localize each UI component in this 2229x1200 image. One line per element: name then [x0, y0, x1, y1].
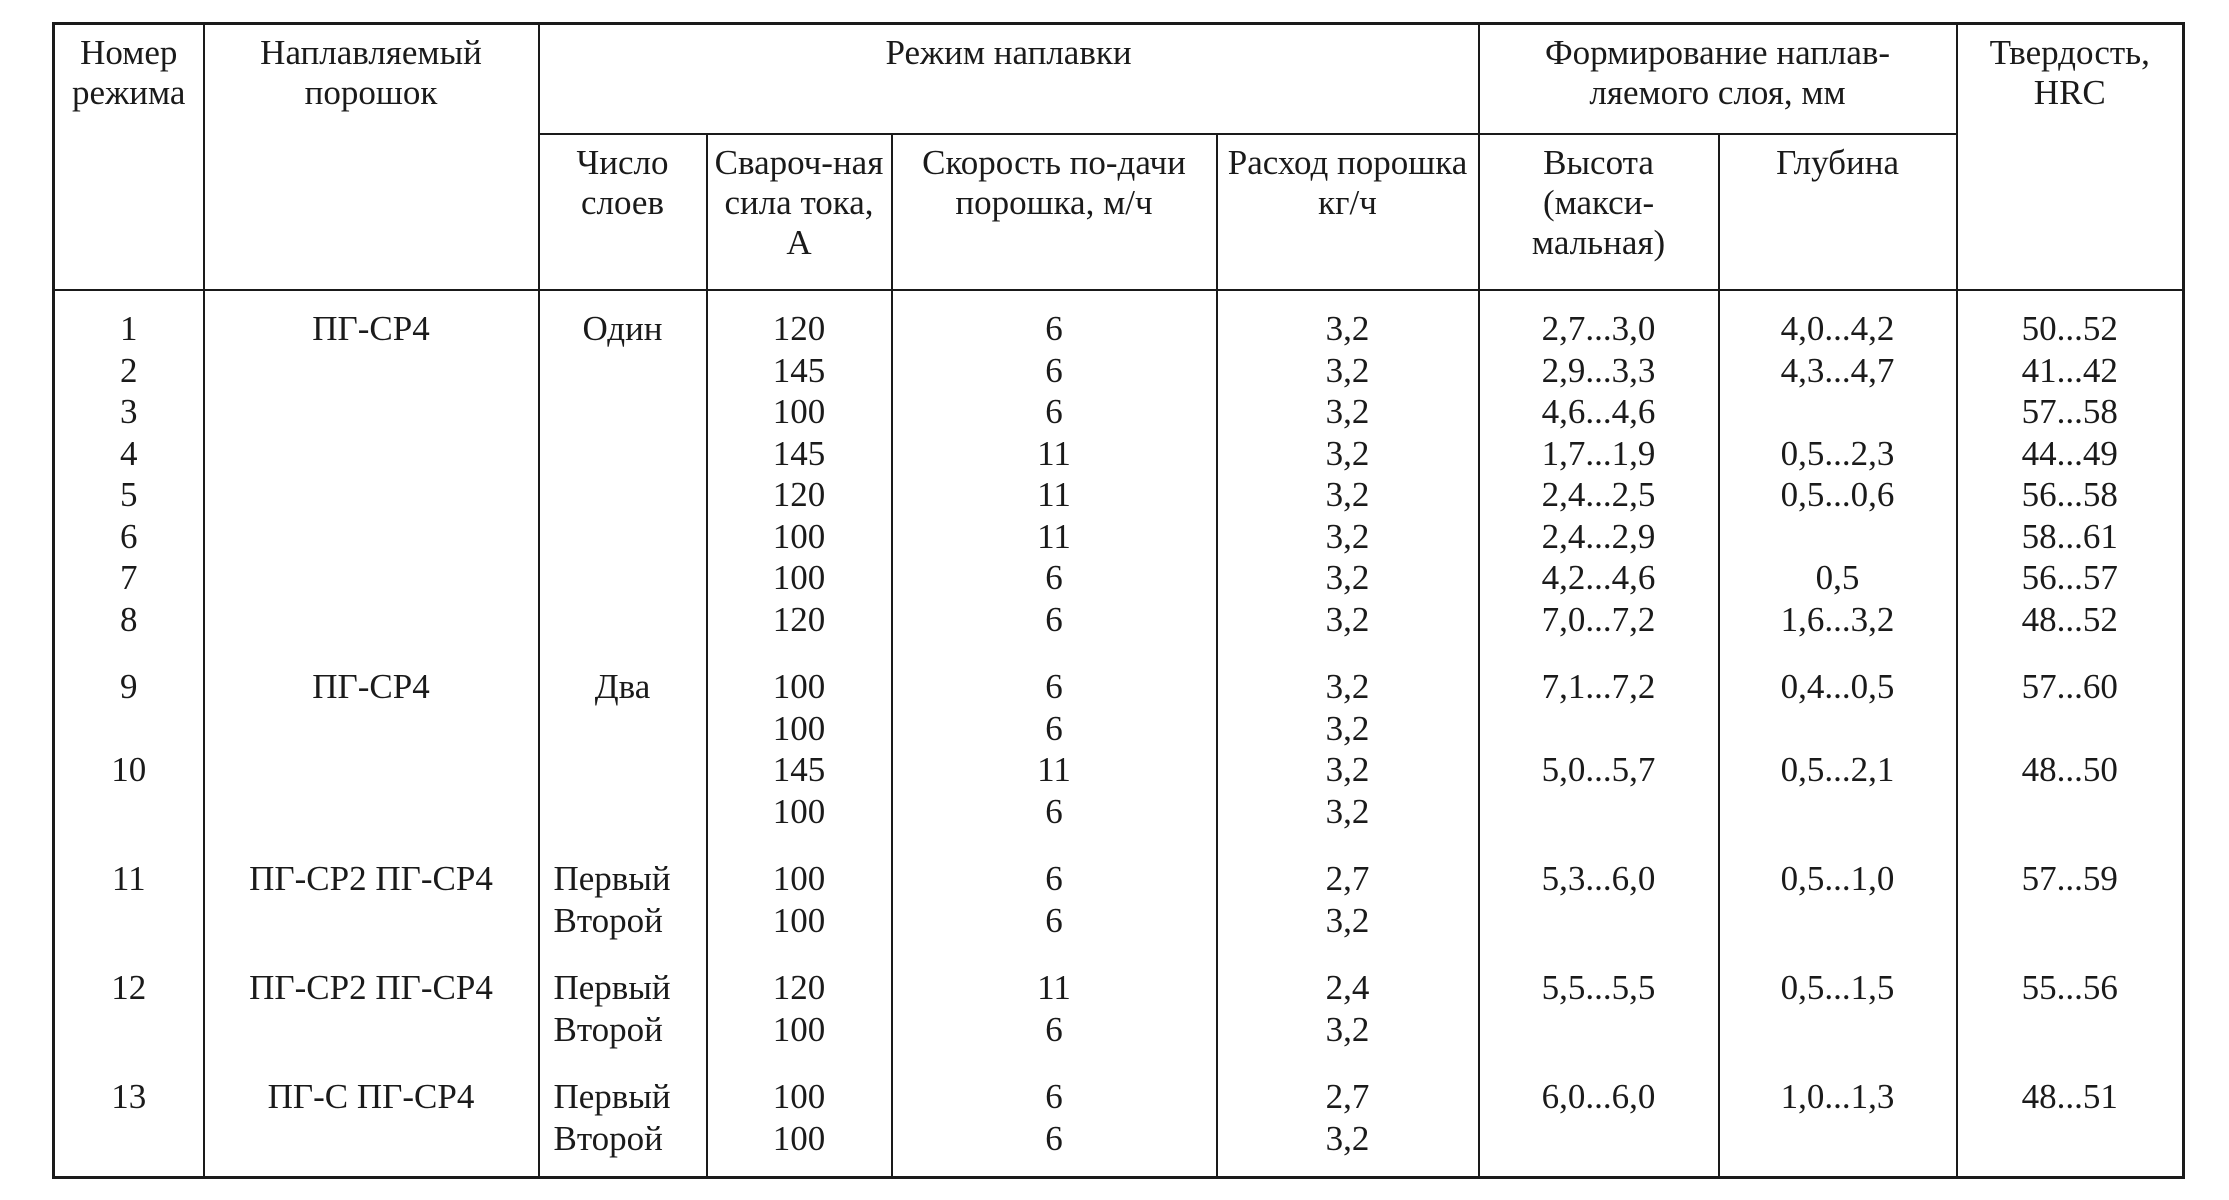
cell-hardness-line — [1964, 792, 2177, 834]
cell-feed-speed-line: 6 — [1045, 900, 1063, 940]
cell-feed-speed-line: 6 — [1045, 1118, 1063, 1158]
header-regime-group: Режим наплавки — [539, 24, 1479, 135]
header-height: Высота (макси-мальная) — [1479, 134, 1719, 290]
cell-current-line: 100 — [772, 900, 826, 940]
cell-height — [1479, 290, 1719, 667]
cell-hardness-line: 48...51 — [2021, 1077, 2118, 1116]
cell-consumption — [1217, 290, 1479, 667]
cell-current-line: 120 — [772, 475, 826, 514]
cell-current — [707, 1077, 892, 1178]
cell-depth-line: 4,3...4,7 — [1780, 350, 1895, 390]
cell-mode-number-line: 1 — [120, 309, 138, 348]
cell-powder-text: ПГ-СР4 — [312, 309, 430, 348]
cell-feed-speed-line: 6 — [1045, 791, 1063, 831]
cell-current-line: 100 — [772, 1009, 826, 1049]
cell-feed-speed-line: 6 — [1045, 667, 1063, 706]
cell-layers-count — [539, 968, 707, 1077]
cell-current-line: 145 — [772, 433, 826, 473]
cell-layers-count — [539, 859, 707, 968]
cell-mode-number-line: 9 — [120, 667, 138, 706]
cell-consumption-line: 3,2 — [1325, 392, 1370, 431]
cell-depth — [1719, 667, 1957, 859]
cell-current-line: 100 — [772, 859, 826, 898]
cell-consumption-line: 2,7 — [1325, 859, 1370, 898]
cell-powder-text: ПГ-СР2 ПГ-СР4 — [249, 859, 493, 898]
cell-hardness-line: 55...56 — [2021, 968, 2118, 1007]
cell-mode-number-line — [61, 709, 197, 751]
cell-feed-speed-line: 11 — [1037, 475, 1071, 514]
cell-height-line: 2,7...3,0 — [1541, 309, 1656, 348]
cell-mode-number — [54, 1077, 204, 1178]
cell-height-line: 5,5...5,5 — [1541, 968, 1656, 1007]
cell-powder-text: ПГ-СР4 — [312, 667, 430, 706]
cell-height-line: 5,3...6,0 — [1541, 859, 1656, 898]
cell-mode-number — [54, 667, 204, 859]
cell-depth — [1719, 859, 1957, 968]
cell-powder-text: ПГ-СР2 ПГ-СР4 — [249, 968, 493, 1007]
cell-current-line: 120 — [772, 599, 826, 639]
cell-layers-count-line: Второй — [553, 1118, 663, 1158]
table-row — [54, 1077, 2184, 1178]
cell-height-line: 2,4...2,5 — [1541, 475, 1656, 514]
cell-hardness-line: 41...42 — [2021, 350, 2118, 390]
cell-depth-line — [1726, 517, 1950, 559]
cell-consumption-line: 3,2 — [1325, 309, 1370, 348]
cell-current-line: 100 — [772, 667, 826, 706]
cell-mode-number-line: 4 — [120, 433, 138, 473]
cell-mode-number-line: 10 — [111, 750, 147, 789]
cell-current — [707, 667, 892, 859]
cell-height — [1479, 1077, 1719, 1178]
cell-depth-line — [1726, 792, 1950, 834]
cell-depth — [1719, 290, 1957, 667]
cell-hardness-line: 44...49 — [2021, 433, 2118, 473]
cell-current-line: 100 — [772, 516, 826, 556]
cell-feed-speed-line: 6 — [1045, 599, 1063, 639]
header-current: Свароч-ная сила тока, А — [707, 134, 892, 290]
cell-current-line: 100 — [772, 1077, 826, 1116]
cell-hardness-line — [1964, 709, 2177, 751]
cell-hardness — [1957, 667, 2184, 859]
cell-height-line: 5,0...5,7 — [1541, 750, 1656, 789]
cell-hardness-line: 48...52 — [2021, 599, 2118, 639]
cell-height-line — [1486, 792, 1712, 834]
cell-feed-speed-line: 6 — [1045, 558, 1063, 597]
cell-depth-line: 0,5...0,6 — [1780, 475, 1895, 514]
cell-consumption-line: 3,2 — [1325, 667, 1370, 706]
cell-current — [707, 859, 892, 968]
cell-mode-number-line: 5 — [120, 475, 138, 514]
cell-feed-speed — [892, 290, 1217, 667]
cell-consumption-line: 3,2 — [1325, 791, 1370, 831]
cell-height-line: 2,4...2,9 — [1541, 516, 1656, 556]
cell-powder — [204, 290, 539, 667]
cell-mode-number-line: 12 — [111, 968, 147, 1007]
header-mode-number: Номер режима — [54, 24, 204, 291]
cell-mode-number — [54, 968, 204, 1077]
cell-feed-speed-line: 11 — [1037, 433, 1071, 473]
cell-hardness — [1957, 1077, 2184, 1178]
cell-layers-count-line: Первый — [553, 859, 671, 898]
cell-feed-speed — [892, 968, 1217, 1077]
cell-layers-count-line: Первый — [553, 968, 671, 1007]
cell-consumption-line: 3,2 — [1325, 900, 1370, 940]
cell-mode-number-line: 8 — [120, 599, 138, 639]
cell-depth-line: 0,5...2,3 — [1780, 433, 1895, 473]
header-layers-count: Число слоев — [539, 134, 707, 290]
table-row — [54, 667, 2184, 859]
cell-height-line — [1486, 709, 1712, 751]
cell-current-line: 145 — [772, 350, 826, 390]
cell-consumption-line: 3,2 — [1325, 558, 1370, 597]
cell-consumption — [1217, 859, 1479, 968]
cell-hardness-line: 57...58 — [2021, 392, 2118, 431]
cell-depth — [1719, 1077, 1957, 1178]
cell-consumption-line: 3,2 — [1325, 433, 1370, 473]
surfacing-modes-table — [52, 22, 2185, 1179]
cell-current — [707, 290, 892, 667]
cell-hardness-line: 57...59 — [2021, 859, 2118, 898]
cell-consumption — [1217, 667, 1479, 859]
cell-layers-count-line: Первый — [553, 1077, 671, 1116]
cell-hardness — [1957, 290, 2184, 667]
cell-layers-count-line: Два — [594, 667, 651, 706]
header-powder: Наплавляемый порошок — [204, 24, 539, 291]
cell-powder-text: ПГ-С ПГ-СР4 — [267, 1077, 475, 1116]
cell-current-line: 100 — [772, 558, 826, 597]
cell-current-line: 100 — [772, 708, 826, 748]
cell-consumption-line: 3,2 — [1325, 350, 1370, 390]
cell-current — [707, 968, 892, 1077]
cell-powder — [204, 968, 539, 1077]
cell-height-line: 4,6...4,6 — [1541, 392, 1656, 431]
cell-current-line: 100 — [772, 392, 826, 431]
cell-height-line: 1,7...1,9 — [1541, 433, 1656, 473]
cell-layers-count-line: Один — [582, 309, 663, 348]
cell-feed-speed-line: 6 — [1045, 350, 1063, 390]
cell-depth-line: 1,6...3,2 — [1780, 599, 1895, 639]
cell-consumption — [1217, 968, 1479, 1077]
header-feed-speed: Скорость по-дачи порошка, м/ч — [892, 134, 1217, 290]
cell-feed-speed-line: 6 — [1045, 309, 1063, 348]
table-header — [54, 24, 2184, 291]
cell-depth-line — [1726, 392, 1950, 434]
cell-height — [1479, 968, 1719, 1077]
cell-feed-speed-line: 6 — [1045, 1077, 1063, 1116]
cell-hardness-line: 50...52 — [2021, 309, 2118, 348]
cell-height-line: 7,1...7,2 — [1541, 667, 1656, 706]
cell-consumption-line: 2,7 — [1325, 1077, 1370, 1116]
cell-depth-line: 0,5...2,1 — [1780, 750, 1895, 789]
cell-current-line: 120 — [772, 309, 826, 348]
cell-powder — [204, 1077, 539, 1178]
cell-feed-speed-line: 6 — [1045, 859, 1063, 898]
cell-layers-count-line: Второй — [553, 900, 663, 940]
cell-layers-count-line: Второй — [553, 1009, 663, 1049]
cell-current-line: 145 — [772, 750, 826, 789]
cell-feed-speed-line: 11 — [1037, 516, 1071, 556]
cell-hardness-line: 56...58 — [2021, 475, 2118, 514]
header-layer-group: Формирование наплав-ляемого слоя, мм — [1479, 24, 1957, 135]
cell-mode-number-line: 7 — [120, 558, 138, 597]
table-row — [54, 968, 2184, 1077]
cell-feed-speed-line: 6 — [1045, 708, 1063, 748]
cell-depth-line — [1726, 709, 1950, 751]
cell-consumption-line: 3,2 — [1325, 475, 1370, 514]
cell-mode-number-line — [61, 792, 197, 834]
cell-feed-speed — [892, 1077, 1217, 1178]
header-consumption: Расход порошка кг/ч — [1217, 134, 1479, 290]
cell-layers-count — [539, 1077, 707, 1178]
cell-feed-speed — [892, 859, 1217, 968]
table-row — [54, 290, 2184, 667]
cell-depth-line: 0,5...1,5 — [1780, 968, 1895, 1007]
cell-height-line: 7,0...7,2 — [1541, 599, 1656, 639]
cell-powder — [204, 859, 539, 968]
cell-hardness-line: 56...57 — [2021, 558, 2118, 597]
cell-height — [1479, 667, 1719, 859]
cell-hardness — [1957, 968, 2184, 1077]
cell-consumption-line: 3,2 — [1325, 1118, 1370, 1158]
cell-current-line: 100 — [772, 791, 826, 831]
cell-depth-line: 1,0...1,3 — [1780, 1077, 1895, 1116]
cell-powder — [204, 667, 539, 859]
cell-current-line: 120 — [772, 968, 826, 1007]
cell-layers-count — [539, 667, 707, 859]
cell-mode-number-line: 6 — [120, 516, 138, 556]
cell-layers-count — [539, 290, 707, 667]
cell-hardness-line: 58...61 — [2021, 516, 2118, 556]
cell-height — [1479, 859, 1719, 968]
table-body — [54, 290, 2184, 1178]
cell-consumption-line: 3,2 — [1325, 750, 1370, 789]
cell-feed-speed-line: 6 — [1045, 392, 1063, 431]
cell-height-line: 2,9...3,3 — [1541, 350, 1656, 390]
cell-depth — [1719, 968, 1957, 1077]
cell-depth-line: 0,5...1,0 — [1780, 859, 1895, 898]
cell-hardness-line: 48...50 — [2021, 750, 2118, 789]
cell-feed-speed-line: 11 — [1037, 750, 1071, 789]
cell-depth-line: 0,4...0,5 — [1780, 667, 1895, 706]
cell-hardness — [1957, 859, 2184, 968]
cell-feed-speed — [892, 667, 1217, 859]
cell-consumption — [1217, 1077, 1479, 1178]
cell-consumption-line: 3,2 — [1325, 516, 1370, 556]
cell-mode-number — [54, 859, 204, 968]
cell-mode-number — [54, 290, 204, 667]
cell-consumption-line: 3,2 — [1325, 1009, 1370, 1049]
cell-feed-speed-line: 6 — [1045, 1009, 1063, 1049]
cell-current-line: 100 — [772, 1118, 826, 1158]
cell-consumption-line: 3,2 — [1325, 599, 1370, 639]
cell-feed-speed-line: 11 — [1037, 968, 1071, 1007]
cell-depth-line: 4,0...4,2 — [1780, 309, 1895, 348]
header-hardness: Твердость, HRC — [1957, 24, 2184, 291]
cell-mode-number-line: 11 — [111, 859, 146, 898]
cell-mode-number-line: 3 — [120, 392, 138, 431]
cell-depth-line: 0,5 — [1815, 558, 1860, 597]
cell-height-line: 4,2...4,6 — [1541, 558, 1656, 597]
cell-consumption-line: 2,4 — [1325, 968, 1370, 1007]
table-row — [54, 859, 2184, 968]
cell-mode-number-line: 2 — [120, 350, 138, 390]
cell-mode-number-line: 13 — [111, 1077, 147, 1116]
cell-height-line: 6,0...6,0 — [1541, 1077, 1656, 1116]
cell-consumption-line: 3,2 — [1325, 708, 1370, 748]
cell-hardness-line: 57...60 — [2021, 667, 2118, 706]
header-depth: Глубина — [1719, 134, 1957, 290]
